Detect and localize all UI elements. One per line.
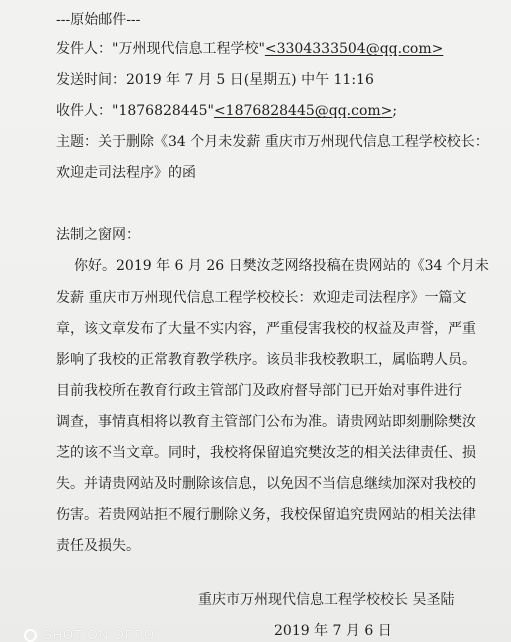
recipient-line <box>56 102 397 120</box>
recipient-suffix: ; <box>392 103 398 119</box>
oppo-camera-icon <box>24 629 37 642</box>
recipient-label: 收件人： <box>56 103 112 119</box>
subject-label: 主题： <box>56 134 98 150</box>
body-line: 发薪 重庆市万州现代信息工程学校校长：欢迎走司法程序》一篇文 <box>56 290 467 306</box>
letter-date: 2019 年 7 月 6 日 <box>274 623 392 639</box>
body-line: 失。并请贵网站及时删除该信息，以免因不当信息继续加深对我校的 <box>56 476 476 492</box>
sent-time-label: 发送时间： <box>56 72 126 88</box>
recipient-name: "1876828445" <box>112 103 214 119</box>
sent-time-line <box>56 71 374 89</box>
salutation: 法制之窗网： <box>56 227 140 243</box>
subject-line <box>56 133 489 151</box>
body-line: 章，该文章发布了大量不实内容，严重侵害我校的权益及声誉，严重 <box>56 321 476 337</box>
sender-label: 发件人： <box>56 41 112 57</box>
recipient-email-link[interactable]: <1876828445@qq.com> <box>213 103 393 119</box>
sent-time-value: 2019 年 7 月 5 日(星期五) 中午 11:16 <box>126 72 374 88</box>
sender-name: "万州现代信息工程学校" <box>112 41 265 57</box>
sender-email-link[interactable]: <3304333504@qq.com> <box>264 41 444 57</box>
subject-continuation <box>56 164 196 182</box>
separator-text: ---原始邮件--- <box>56 12 141 28</box>
body-line: 目前我校所在教育行政主管部门及政府督导部门已开始对事件进行 <box>56 383 462 399</box>
body-line: 调查，事情真相将以教育主管部门公布为准。请贵网站即刻删除樊汝 <box>56 414 476 430</box>
signature-line: 重庆市万州现代信息工程学校校长 吴圣陆 <box>198 592 455 608</box>
original-message-separator <box>56 11 140 29</box>
subject-text-line1: 关于删除《34 个月未发薪 重庆市万州现代信息工程学校校长： <box>98 134 489 150</box>
body-line: 芝的该不当文章。同时，我校将保留追究樊汝芝的相关法律责任、损 <box>56 445 476 461</box>
subject-text-line2: 欢迎走司法程序》的函 <box>56 165 196 181</box>
body-line: 你好。2019 年 6 月 26 日樊汝芝网络投稿在贵网站的《34 个月未 <box>74 258 489 274</box>
camera-watermark <box>24 628 155 642</box>
body-line: 伤害。若贵网站拒不履行删除义务，我校保留追究贵网站的相关法律 <box>56 507 476 523</box>
body-line: 责任及损失。 <box>56 538 140 554</box>
body-line: 影响了我校的正常教育教学秩序。该员非我校教职工，属临聘人员。 <box>56 352 476 368</box>
watermark-text: SHOT ON OPPO <box>43 627 156 642</box>
sender-line <box>56 40 443 58</box>
